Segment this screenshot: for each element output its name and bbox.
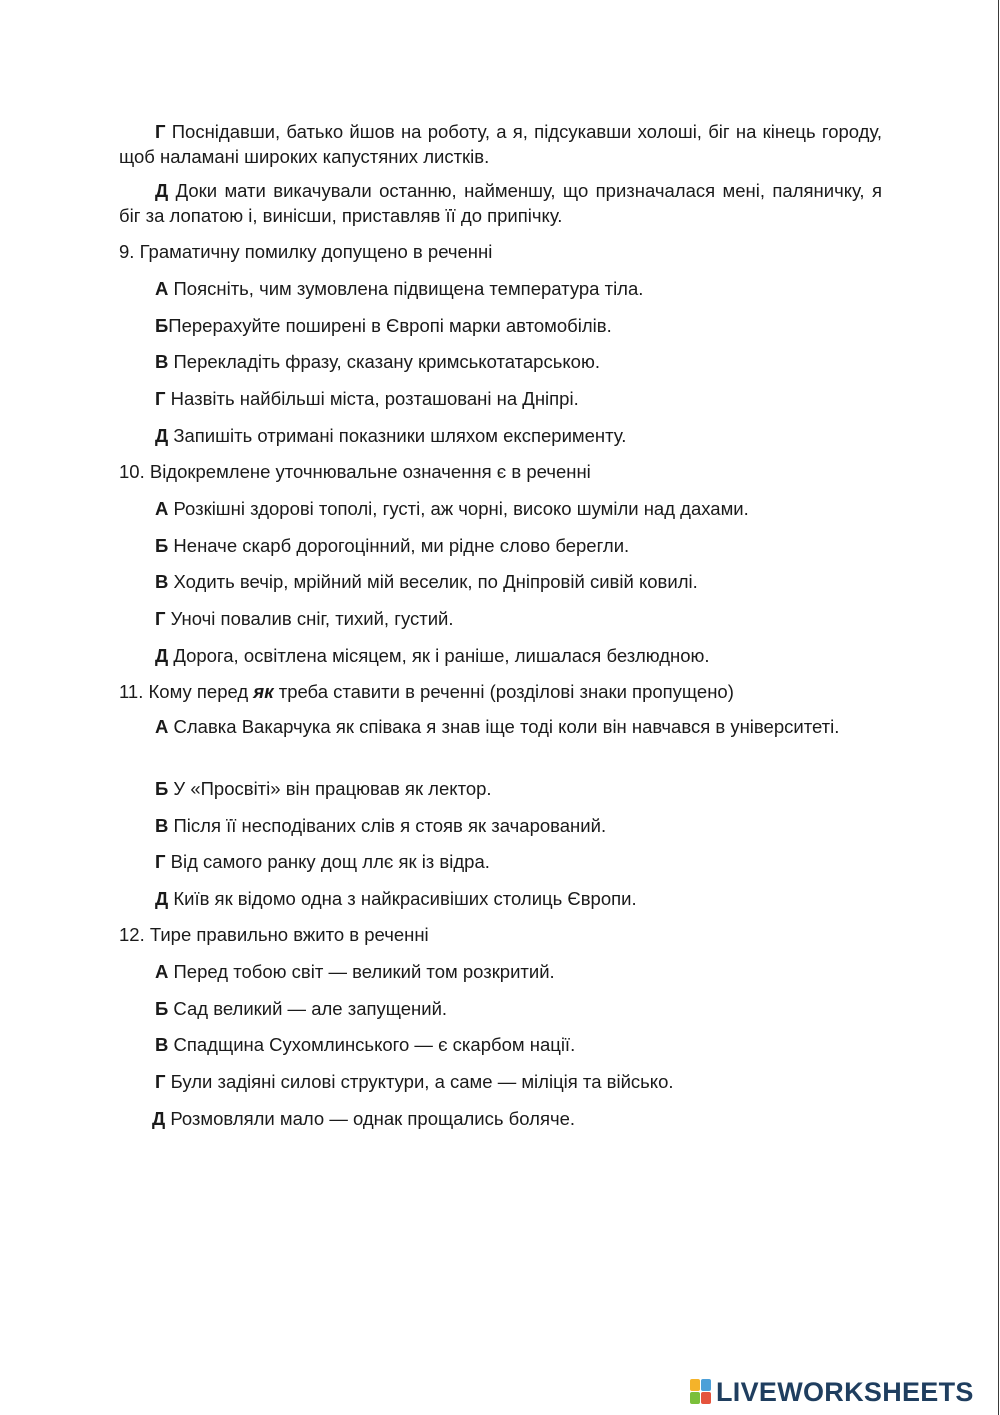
question-prompt: Відокремлене уточнювальне означення є в реченні (144, 461, 591, 482)
option-11-v (155, 813, 882, 838)
option-text: Розмовляли мало — однак прощались боляче. (165, 1108, 576, 1129)
option-letter: Б (155, 535, 169, 556)
logo-block (701, 1392, 711, 1404)
option-9-g (155, 386, 882, 411)
option-text: Були задіяні силові структури, а саме — міліція та військо. (165, 1071, 674, 1092)
option-text: Поснідавши, батько йшов на роботу, а я, підсукавши холоші, біг на кінець городу, щоб наламані широких капустяних листків. (119, 121, 882, 167)
option-text: Після її несподіваних слів я стояв як зачарований. (168, 815, 607, 836)
option-text: Від самого ранку дощ ллє як із відра. (165, 851, 490, 872)
option-11-b (155, 776, 882, 801)
logo-text: LIVEWORKSHEETS (716, 1376, 974, 1407)
option-letter: Б (155, 315, 169, 336)
option-letter: Г (155, 851, 166, 872)
option-block-d (119, 178, 882, 228)
option-9-d (155, 423, 882, 448)
page-edge-line (998, 0, 999, 1415)
option-text: У «Просвіті» він працював як лектор. (168, 778, 492, 799)
option-text: Перерахуйте поширені в Європі марки автомобілів. (168, 315, 612, 336)
option-text: Київ як відомо одна з найкрасивіших столиць Європи. (168, 888, 637, 909)
question-10 (119, 459, 591, 484)
question-9 (119, 239, 492, 264)
option-12-a (155, 959, 882, 984)
option-10-b (155, 533, 882, 558)
option-letter: В (155, 571, 169, 592)
option-text: Дорога, освітлена місяцем, як і раніше, лишалася безлюдною. (168, 645, 710, 666)
option-text: Перед тобою світ — великий том розкритий. (168, 961, 555, 982)
option-10-g (155, 606, 882, 631)
liveworksheets-logo[interactable] (690, 1377, 974, 1407)
option-text: Спадщина Сухомлинського — є скарбом нації. (168, 1034, 576, 1055)
logo-blocks-icon (690, 1379, 712, 1405)
option-10-a (155, 496, 882, 521)
option-text: Розкішні здорові тополі, густі, аж чорні, високо шуміли над дахами. (168, 498, 749, 519)
option-10-v (155, 569, 882, 594)
question-number: 9. (119, 241, 135, 262)
option-block-g (119, 119, 882, 169)
option-letter: А (155, 716, 169, 737)
option-letter: Д (155, 425, 169, 446)
question-prompt-emphasis: як (253, 681, 274, 702)
question-number: 12. (119, 924, 145, 945)
option-letter: Г (155, 608, 166, 629)
question-prompt-before: Кому перед (143, 681, 254, 702)
option-text: Запишіть отримані показники шляхом експерименту. (168, 425, 627, 446)
option-text: Назвіть найбільші міста, розташовані на Дніпрі. (165, 388, 579, 409)
question-prompt: Граматичну помилку допущено в реченні (134, 241, 493, 262)
option-9-b (155, 313, 882, 338)
option-12-g (155, 1069, 882, 1094)
option-letter: В (155, 1034, 169, 1055)
option-text: Перекладіть фразу, сказану кримськотатарською. (168, 351, 600, 372)
option-letter: Г (155, 1071, 166, 1092)
question-prompt: Тире правильно вжито в реченні (144, 924, 429, 945)
option-text: Ходить вечір, мрійний мій веселик, по Дніпровій сивій ковилі. (168, 571, 698, 592)
option-12-b (155, 996, 882, 1021)
option-12-v (155, 1032, 882, 1057)
option-9-a (155, 276, 882, 301)
option-letter: Г (155, 121, 166, 142)
option-text: Славка Вакарчука як співака я знав іще тоді коли він навчався в університеті. (168, 716, 840, 737)
option-letter: Д (155, 888, 169, 909)
option-text: Доки мати викачували останню, найменшу, що призначалася мені, паляничку, я біг за лопатою і, винісши, приставляв її до припічку. (119, 180, 882, 226)
question-12 (119, 922, 429, 947)
option-letter: Д (155, 180, 169, 201)
option-letter: В (155, 815, 169, 836)
logo-block (690, 1379, 700, 1391)
logo-block (701, 1379, 711, 1391)
option-text: Неначе скарб дорогоцінний, ми рідне слово берегли. (168, 535, 630, 556)
option-11-a (155, 714, 882, 739)
logo-block (690, 1392, 700, 1404)
question-prompt-after: треба ставити в реченні (розділові знаки пропущено) (273, 681, 734, 702)
option-letter: Б (155, 778, 169, 799)
option-letter: А (155, 961, 169, 982)
option-letter: Б (155, 998, 169, 1019)
option-text: Сад великий — але запущений. (168, 998, 448, 1019)
option-letter: А (155, 278, 169, 299)
option-letter: А (155, 498, 169, 519)
option-9-v (155, 349, 882, 374)
question-number: 11. (119, 681, 144, 702)
option-11-g (155, 849, 882, 874)
option-11-d (155, 886, 882, 911)
option-letter: Г (155, 388, 166, 409)
question-number: 10. (119, 461, 145, 482)
option-10-d (155, 643, 882, 668)
option-letter: Д (155, 645, 169, 666)
option-12-d (152, 1106, 879, 1131)
option-letter: В (155, 351, 169, 372)
option-text: Поясніть, чим зумовлена підвищена температура тіла. (168, 278, 644, 299)
question-11 (119, 679, 734, 704)
option-text: Уночі повалив сніг, тихий, густий. (165, 608, 454, 629)
option-letter: Д (152, 1108, 166, 1129)
